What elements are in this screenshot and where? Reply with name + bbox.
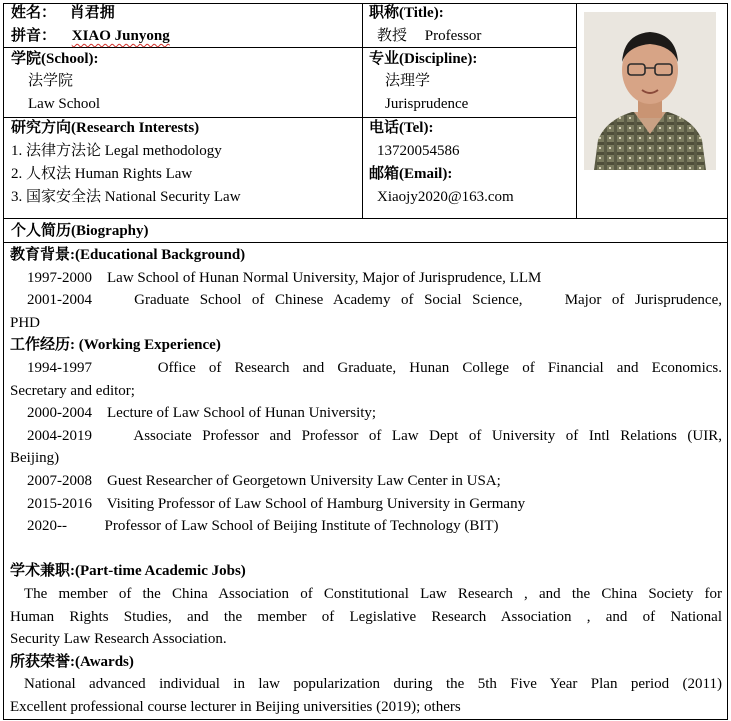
research-item: 2. 人权法 Human Rights Law bbox=[11, 166, 193, 182]
parttime-item: Security Law Research Association. bbox=[10, 631, 227, 648]
spacer bbox=[10, 538, 722, 561]
pinyin-label: 拼音： bbox=[11, 28, 57, 44]
email-label: 邮箱(Email): bbox=[369, 166, 453, 182]
parttime-item: The member of the China Association of Constitutional Law Research , and the China Society for bbox=[24, 585, 722, 602]
pinyin-row bbox=[11, 25, 170, 48]
discipline-en: Jurisprudence bbox=[385, 96, 469, 112]
border-right bbox=[727, 3, 728, 720]
border-bottom bbox=[3, 719, 728, 720]
work-item: 2000-2004 Lecture of Law School of Hunan University; bbox=[27, 405, 377, 422]
work-heading: 工作经历: (Working Experience) bbox=[10, 337, 221, 354]
name-row bbox=[11, 2, 115, 25]
title-label: 职称(Title): bbox=[369, 5, 444, 21]
education-item: 1997-2000 Law School of Hunan Normal University, Major of Jurisprudence, LLM bbox=[27, 269, 542, 286]
awards-heading: 所获荣誉:(Awards) bbox=[10, 653, 134, 670]
school-en: Law School bbox=[28, 96, 101, 112]
research-item: 3. 国家安全法 National Security Law bbox=[11, 189, 241, 205]
portrait-photo bbox=[584, 12, 716, 170]
title-row bbox=[377, 25, 481, 48]
divider-h3 bbox=[3, 218, 728, 219]
discipline-label: 专业(Discipline): bbox=[369, 51, 478, 67]
work-item: 2004-2019 Associate Professor and Professor of Law Dept of University of Intl Relations (UIR, bbox=[27, 427, 722, 444]
tel-value: 13720054586 bbox=[377, 143, 460, 159]
work-item: 2015-2016 Visiting Professor of Law School of Hamburg University in Germany bbox=[27, 495, 526, 512]
education-heading: 教育背景:(Educational Background) bbox=[10, 247, 246, 263]
work-item: 2020-- Professor of Law School of Beijing Institute of Technology (BIT) bbox=[27, 518, 499, 535]
parttime-heading: 学术兼职:(Part-time Academic Jobs) bbox=[10, 563, 246, 580]
awards-item: National advanced individual in law popularization during the 5th Five Year Plan period (2011) bbox=[24, 676, 722, 693]
work-item: 2007-2008 Guest Researcher of Georgetown University Law Center in USA; bbox=[27, 472, 501, 489]
title-cn: 教授 bbox=[377, 28, 408, 44]
divider-v2 bbox=[576, 3, 577, 218]
research-label: 研究方向(Research Interests) bbox=[11, 120, 200, 136]
name-label: 姓名： bbox=[11, 5, 57, 21]
parttime-item: Human Rights Studies, and the member of Legislative Research Association , and of National bbox=[10, 608, 722, 625]
work-item: Secretary and editor; bbox=[10, 382, 135, 399]
education-item: PHD bbox=[10, 314, 41, 331]
awards-item: Excellent professional course lecturer in Beijing universities (2019); others bbox=[10, 698, 461, 715]
biography-heading: 个人简历(Biography) bbox=[11, 223, 149, 239]
work-item: Beijing) bbox=[10, 450, 60, 467]
education-item: 2001-2004 Graduate School of Chinese Academy of Social Science, Major of Jurisprudence, bbox=[27, 292, 722, 309]
school-label: 学院(School): bbox=[11, 51, 99, 67]
divider-v1 bbox=[362, 3, 363, 218]
name-value: 肖君拥 bbox=[69, 5, 115, 21]
title-en: Professor bbox=[424, 28, 482, 44]
research-item: 1. 法律方法论 Legal methodology bbox=[11, 143, 222, 159]
biography-content bbox=[10, 244, 722, 718]
border-left bbox=[3, 3, 4, 720]
portrait-icon bbox=[584, 12, 716, 170]
email-value: Xiaojy2020@163.com bbox=[377, 189, 514, 205]
work-item: 1994-1997 Office of Research and Graduate, Hunan College of Financial and Economics. bbox=[27, 359, 722, 376]
discipline-cn: 法理学 bbox=[385, 73, 431, 89]
tel-label: 电话(Tel): bbox=[369, 120, 434, 136]
school-cn: 法学院 bbox=[28, 73, 74, 89]
pinyin-value: XIAO Junyong bbox=[71, 28, 170, 44]
